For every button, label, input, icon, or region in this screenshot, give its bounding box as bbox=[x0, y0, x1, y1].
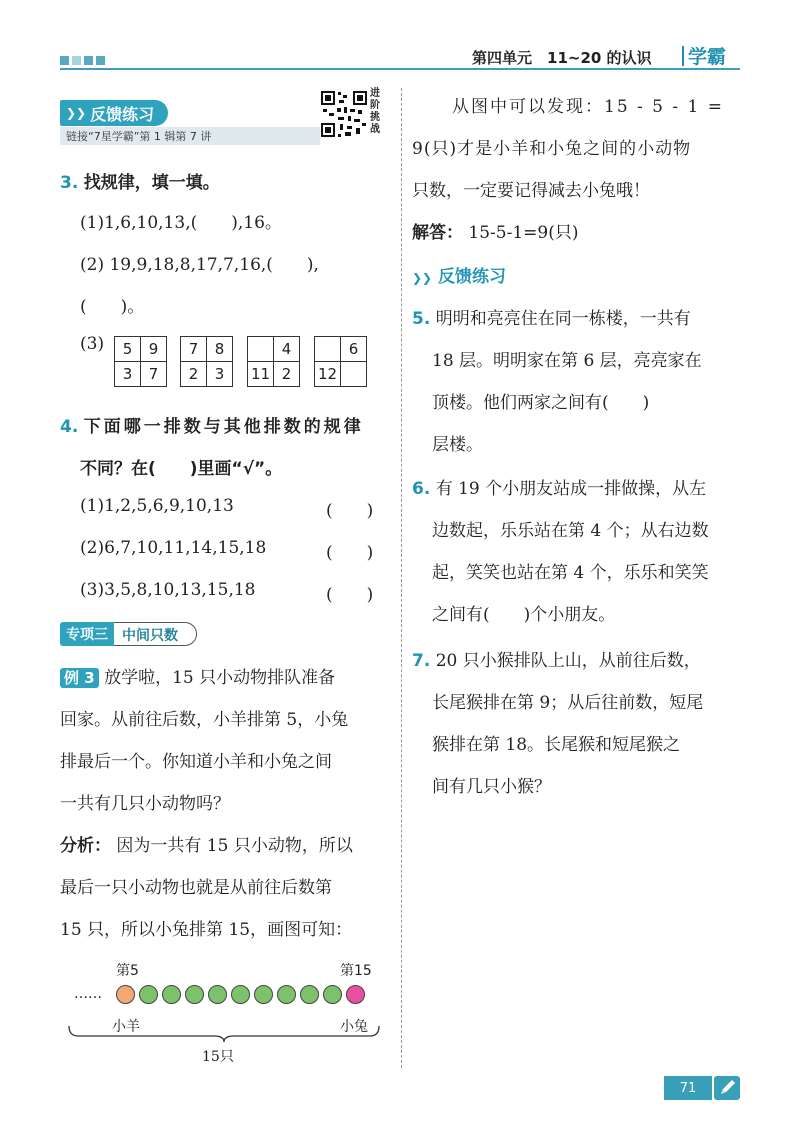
q4-answer-3[interactable]: ( ) bbox=[326, 585, 374, 605]
q6-line-4: 之间有( )个小朋友。 bbox=[432, 605, 616, 625]
animal-circle bbox=[231, 985, 250, 1004]
q7-line-1: 7. 20 只小猴排队上山，从前往后数， bbox=[412, 651, 701, 671]
number-grid-2: 7 8 2 3 bbox=[180, 336, 233, 387]
advanced-challenge-label: 进阶挑战 bbox=[370, 88, 380, 135]
q3-title: 3. 找规律，填一填。 bbox=[60, 173, 220, 193]
number-grid-4: 6 12 bbox=[314, 336, 367, 387]
arrow-icon: ❯❯ bbox=[412, 271, 433, 285]
analysis-cont-3: 只数，一定要记得减去小兔哦！ bbox=[412, 181, 650, 201]
header-decoration bbox=[60, 56, 105, 65]
rabbit-circle bbox=[346, 985, 365, 1004]
q3-part3-label: (3) bbox=[80, 334, 105, 354]
sheep-label: 小羊 bbox=[112, 1019, 140, 1035]
q5-line-1: 5. 明明和亮亮住在同一栋楼，一共有 bbox=[412, 309, 691, 329]
q5-line-4: 层楼。 bbox=[432, 435, 483, 455]
animal-circle bbox=[162, 985, 181, 1004]
total-label: 15只 bbox=[202, 1049, 234, 1065]
q4-row-2: (2)6,7,10,11,14,15,18 bbox=[80, 538, 267, 558]
rabbit-label: 小兔 bbox=[340, 1019, 368, 1035]
q4-row-1: (1)1,2,5,6,9,10,13 bbox=[80, 496, 234, 516]
animal-circle bbox=[300, 985, 319, 1004]
example-tag: 例 3 bbox=[60, 668, 99, 688]
q5-line-3: 顶楼。他们两家之间有( ) bbox=[432, 393, 650, 413]
q4-title-cont: 不同？在( )里画“√”。 bbox=[80, 459, 283, 479]
analysis-line-3: 15 只，所以小兔排第 15，画图可知： bbox=[60, 920, 353, 940]
q7-line-2: 长尾猴排在第 9；从后往前数，短尾 bbox=[432, 693, 704, 713]
analysis-line-1: 分析： 因为一共有 15 只小动物，所以 bbox=[60, 836, 353, 856]
link-note: 链接“7星学霸”第 1 辑第 7 讲 bbox=[60, 127, 320, 145]
column-divider bbox=[401, 88, 402, 1068]
header-separator bbox=[682, 46, 684, 66]
example-line-3: 排最后一个。你知道小羊和小兔之间 bbox=[60, 752, 332, 772]
q4-answer-1[interactable]: ( ) bbox=[326, 501, 374, 521]
analysis-cont-1: 从图中可以发现：15 - 5 - 1 = bbox=[452, 97, 725, 117]
page-number: 71 bbox=[664, 1076, 712, 1100]
animal-circle bbox=[254, 985, 273, 1004]
q4-row-3: (3)3,5,8,10,13,15,18 bbox=[80, 580, 256, 600]
arrow-icon: ❯❯ bbox=[66, 106, 87, 120]
animal-circle bbox=[139, 985, 158, 1004]
number-grid-3: 4 11 2 bbox=[247, 336, 300, 387]
brand-logo: 学霸 bbox=[688, 46, 727, 68]
analysis-line-2: 最后一只小动物也就是从前往后数第 bbox=[60, 878, 332, 898]
q7-line-4: 间有几只小猴？ bbox=[432, 777, 551, 797]
animal-circle bbox=[277, 985, 296, 1004]
q6-line-2: 边数起，乐乐站在第 4 个；从右边数 bbox=[432, 521, 709, 541]
label-5th: 第5 bbox=[116, 963, 139, 979]
q3-part2: (2) 19,9,18,8,17,7,16,( ), bbox=[80, 255, 319, 275]
q7-line-3: 猴排在第 18。长尾猴和短尾猴之 bbox=[432, 735, 681, 755]
example-line-4: 一共有几只小动物吗？ bbox=[60, 794, 230, 814]
animal-row bbox=[116, 985, 365, 1004]
q6-line-1: 6. 有 19 个小朋友站成一排做操，从左 bbox=[412, 479, 707, 499]
unit-title: 第四单元 11~20 的认识 bbox=[472, 49, 652, 67]
q4-title: 4. 下面哪一排数与其他排数的规律 bbox=[60, 417, 364, 437]
total-brace bbox=[66, 1024, 382, 1044]
feedback-banner bbox=[60, 100, 168, 126]
example-line-2: 回家。从前往后数，小羊排第 5，小兔 bbox=[60, 710, 349, 730]
answer-line: 解答： 15-5-1=9(只) bbox=[412, 223, 579, 243]
animal-circle bbox=[323, 985, 342, 1004]
analysis-cont-2: 9(只)才是小羊和小兔之间的小动物 bbox=[412, 139, 692, 159]
animal-circle bbox=[185, 985, 204, 1004]
special-topic-tag: 专项三 中间只数 bbox=[60, 622, 197, 646]
animal-circle bbox=[208, 985, 227, 1004]
q6-line-3: 起，笑笑也站在第 4 个，乐乐和笑笑 bbox=[432, 563, 709, 583]
q3-part2-cont: ( )。 bbox=[80, 297, 145, 317]
example-line-1: 例 3 放学啦，15 只小动物排队准备 bbox=[60, 663, 335, 688]
qr-code-icon[interactable] bbox=[320, 90, 368, 138]
label-15th: 第15 bbox=[340, 963, 372, 979]
q3-part1: (1)1,6,10,13,( ),16。 bbox=[80, 213, 282, 233]
ellipsis: …… bbox=[74, 986, 102, 1002]
feedback-banner-label: 反馈练习 bbox=[90, 104, 155, 124]
number-grid-1: 5 9 3 7 bbox=[114, 336, 167, 387]
q5-line-2: 18 层。明明家在第 6 层，亮亮家在 bbox=[432, 351, 702, 371]
feedback-title-right: ❯❯ 反馈练习 bbox=[412, 267, 507, 287]
header-rule bbox=[60, 68, 740, 70]
q4-answer-2[interactable]: ( ) bbox=[326, 543, 374, 563]
sheep-circle bbox=[116, 985, 135, 1004]
pencil-icon bbox=[714, 1074, 742, 1102]
